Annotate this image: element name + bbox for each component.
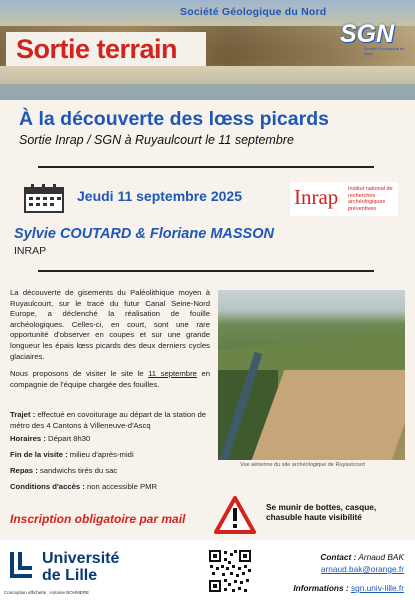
design-credit: Conception affichette : Antoine BOHMERE [4, 590, 89, 595]
sgn-logo-text: SGN [340, 20, 395, 48]
calendar-icon [24, 183, 64, 213]
detail-value: Départ 8h30 [45, 434, 91, 443]
detail-fin-visite [10, 450, 214, 461]
inrap-logo-description: Institut national de recherches archéologiques préventives [348, 186, 393, 212]
contact-name: Arnaud BAK [356, 552, 404, 562]
inrap-logo [290, 182, 398, 216]
university-line2: de Lille [42, 567, 98, 584]
contact-email-link[interactable]: arnaud.bak@orange.fr [320, 564, 404, 574]
divider-middle [38, 270, 374, 272]
visit-text-after: en compagnie de l'équipe chargée des fouilles. [10, 369, 210, 389]
universite-lille-logo-icon [8, 550, 36, 582]
detail-value: non accessible PMR [84, 482, 158, 491]
contact-email-line [262, 564, 404, 574]
divider-top [38, 166, 374, 168]
detail-label: Conditions d'accès : [10, 482, 85, 491]
visit-text-before: Nous proposons de visiter le site le [10, 369, 149, 378]
detail-repas [10, 466, 214, 477]
registration-notice: Inscription obligatoire par mail [10, 512, 186, 526]
organization: INRAP [14, 245, 47, 257]
info-website-link[interactable]: sgn.univ-lille.fr [350, 583, 404, 593]
detail-label: Repas : [10, 466, 38, 475]
contact-label: Contact : [320, 552, 357, 562]
detail-label: Trajet : [10, 410, 36, 419]
event-title: À la découverte des lœss picards [19, 108, 329, 130]
society-name: Société Géologique du Nord [180, 6, 327, 18]
inrap-logo-name: Inrap [294, 185, 339, 209]
speakers: Sylvie COUTARD & Floriane MASSON [14, 226, 274, 242]
photo-caption: Vue aérienne du site archéologique de Ruyaulcourt [240, 462, 365, 468]
aerial-photo [218, 290, 405, 460]
detail-horaires [10, 434, 214, 445]
event-date: Jeudi 11 septembre 2025 [77, 188, 242, 204]
detail-value: milieu d'après-midi [67, 450, 134, 459]
sgn-logo-subtext: Société Géologique du Nord [364, 46, 405, 56]
detail-label: Horaires : [10, 434, 46, 443]
universite-lille-name [42, 550, 119, 584]
qr-code[interactable] [207, 548, 253, 594]
visit-paragraph [10, 369, 210, 390]
detail-conditions [10, 482, 214, 493]
info-line [262, 583, 404, 593]
event-subtitle: Sortie Inrap / SGN à Ruyaulcourt le 11 septembre [19, 133, 294, 147]
sgn-logo [336, 20, 404, 68]
equipment-warning: Se munir de bottes, casque, chasuble haute visibilité [266, 502, 377, 522]
detail-trajet [10, 410, 214, 431]
visit-date: 11 septembre [148, 369, 197, 378]
banner-title: Sortie terrain [6, 32, 206, 66]
detail-label: Fin de la visite : [10, 450, 68, 459]
info-label: Informations : [293, 583, 349, 593]
detail-value: effectué en covoiturage au départ de la station de métro des 4 Cantons à Villeneuve-d'Ascq [10, 410, 207, 430]
warning-icon [214, 496, 256, 534]
detail-value: sandwichs tirés du sac [37, 466, 118, 475]
contact-line [262, 552, 404, 562]
sea-photo-layer [0, 84, 415, 100]
description-paragraph: La découverte de gisements du Paléolithique moyen à Ruyaulcourt, sur le tracé du futur Canal Seine-Nord Europe, a déclenché la réalisation de fouille archéologiques. Celles-ci, en court, sont une rare opportunité d'observer en coupes et sur une grande longueur les épais lœss picards des deux derniers cycles glaciaires. [10, 288, 210, 361]
university-line1: Université [42, 550, 120, 567]
